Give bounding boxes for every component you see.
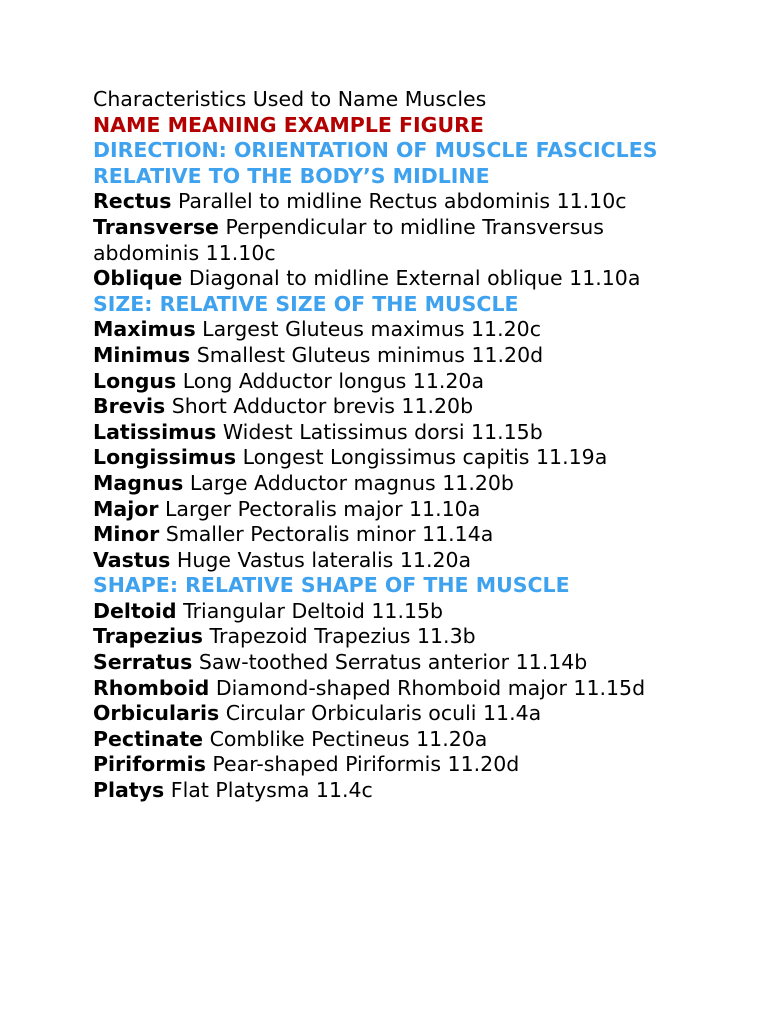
entry-longissimus <box>93 445 693 471</box>
entry-description: Triangular Deltoid 11.15b <box>183 598 444 623</box>
entry-description: Huge Vastus lateralis 11.20a <box>176 547 472 572</box>
entry-rectus <box>93 189 693 215</box>
entry-term: Major <box>93 496 159 521</box>
entry-term: Orbicularis <box>93 701 220 726</box>
entry-pectinate <box>93 727 693 753</box>
entry-term: Serratus <box>93 650 193 675</box>
entry-description: Largest Gluteus maximus 11.20c <box>202 317 541 342</box>
entry-description: Comblike Pectineus 11.20a <box>209 726 488 751</box>
entry-term: Rectus <box>93 189 172 214</box>
entry-term: Platys <box>93 778 165 803</box>
entry-platys <box>93 778 693 804</box>
entry-description: Long Adductor longus 11.20a <box>182 368 485 393</box>
entry-description: Short Adductor brevis 11.20b <box>171 394 474 419</box>
entry-term: Vastus <box>93 547 171 572</box>
entry-oblique <box>93 266 693 292</box>
entry-description: Smallest Gluteus minimus 11.20d <box>196 342 544 367</box>
entry-description: Saw-toothed Serratus anterior 11.14b <box>198 650 588 675</box>
entry-term: Minimus <box>93 342 191 367</box>
entry-description: Pear-shaped Piriformis 11.20d <box>212 752 520 777</box>
entry-latissimus <box>93 420 693 446</box>
entry-minimus <box>93 343 693 369</box>
entry-description: Perpendicular to midline Transversus abdominis 11.10c <box>93 214 604 265</box>
entry-description: Circular Orbicularis oculi 11.4a <box>225 701 542 726</box>
entry-term: Oblique <box>93 266 183 291</box>
entry-piriformis <box>93 752 693 778</box>
entry-rhomboid <box>93 676 693 702</box>
entry-description: Longest Longissimus capitis 11.19a <box>242 445 608 470</box>
entry-description: Parallel to midline Rectus abdominis 11.10c <box>177 189 627 214</box>
entry-term: Longus <box>93 368 177 393</box>
entry-term: Piriformis <box>93 752 206 777</box>
entry-description: Larger Pectoralis major 11.10a <box>165 496 481 521</box>
entry-brevis <box>93 394 693 420</box>
entry-term: Longissimus <box>93 445 237 470</box>
entry-term: Trapezius <box>93 624 204 649</box>
entry-deltoid <box>93 599 693 625</box>
entry-term: Maximus <box>93 317 196 342</box>
section-shape <box>93 573 693 803</box>
entry-description: Diamond-shaped Rhomboid major 11.15d <box>215 675 646 700</box>
entry-minor <box>93 522 693 548</box>
entry-term: Rhomboid <box>93 675 210 700</box>
entry-description: Diagonal to midline External oblique 11.10a <box>188 266 641 291</box>
entry-description: Trapezoid Trapezius 11.3b <box>209 624 476 649</box>
section-size <box>93 292 693 574</box>
entry-vastus <box>93 548 693 574</box>
section-heading: DIRECTION: ORIENTATION OF MUSCLE FASCICLES RELATIVE TO THE BODY’S MIDLINE <box>93 138 658 188</box>
document-title: Characteristics Used to Name Muscles <box>93 87 487 111</box>
entry-term: Latissimus <box>93 419 217 444</box>
entry-description: Large Adductor magnus 11.20b <box>189 470 514 495</box>
entry-transverse <box>93 215 693 266</box>
entry-major <box>93 497 693 523</box>
entry-orbicularis <box>93 701 693 727</box>
entry-trapezius <box>93 624 693 650</box>
entry-term: Deltoid <box>93 598 177 623</box>
entry-magnus <box>93 471 693 497</box>
entry-serratus <box>93 650 693 676</box>
entry-term: Magnus <box>93 470 184 495</box>
entry-term: Minor <box>93 522 160 547</box>
entry-description: Flat Platysma 11.4c <box>170 778 373 803</box>
section-direction <box>93 138 693 292</box>
column-header-row: NAME MEANING EXAMPLE FIGURE <box>93 112 484 137</box>
entry-term: Transverse <box>93 214 219 239</box>
section-heading: SHAPE: RELATIVE SHAPE OF THE MUSCLE <box>93 573 570 598</box>
entry-description: Widest Latissimus dorsi 11.15b <box>222 419 543 444</box>
entry-term: Brevis <box>93 394 166 419</box>
entry-term: Pectinate <box>93 726 204 751</box>
section-heading: SIZE: RELATIVE SIZE OF THE MUSCLE <box>93 291 519 316</box>
document-body <box>93 87 693 804</box>
entry-description: Smaller Pectoralis minor 11.14a <box>165 522 494 547</box>
entry-maximus <box>93 317 693 343</box>
entry-longus <box>93 369 693 395</box>
